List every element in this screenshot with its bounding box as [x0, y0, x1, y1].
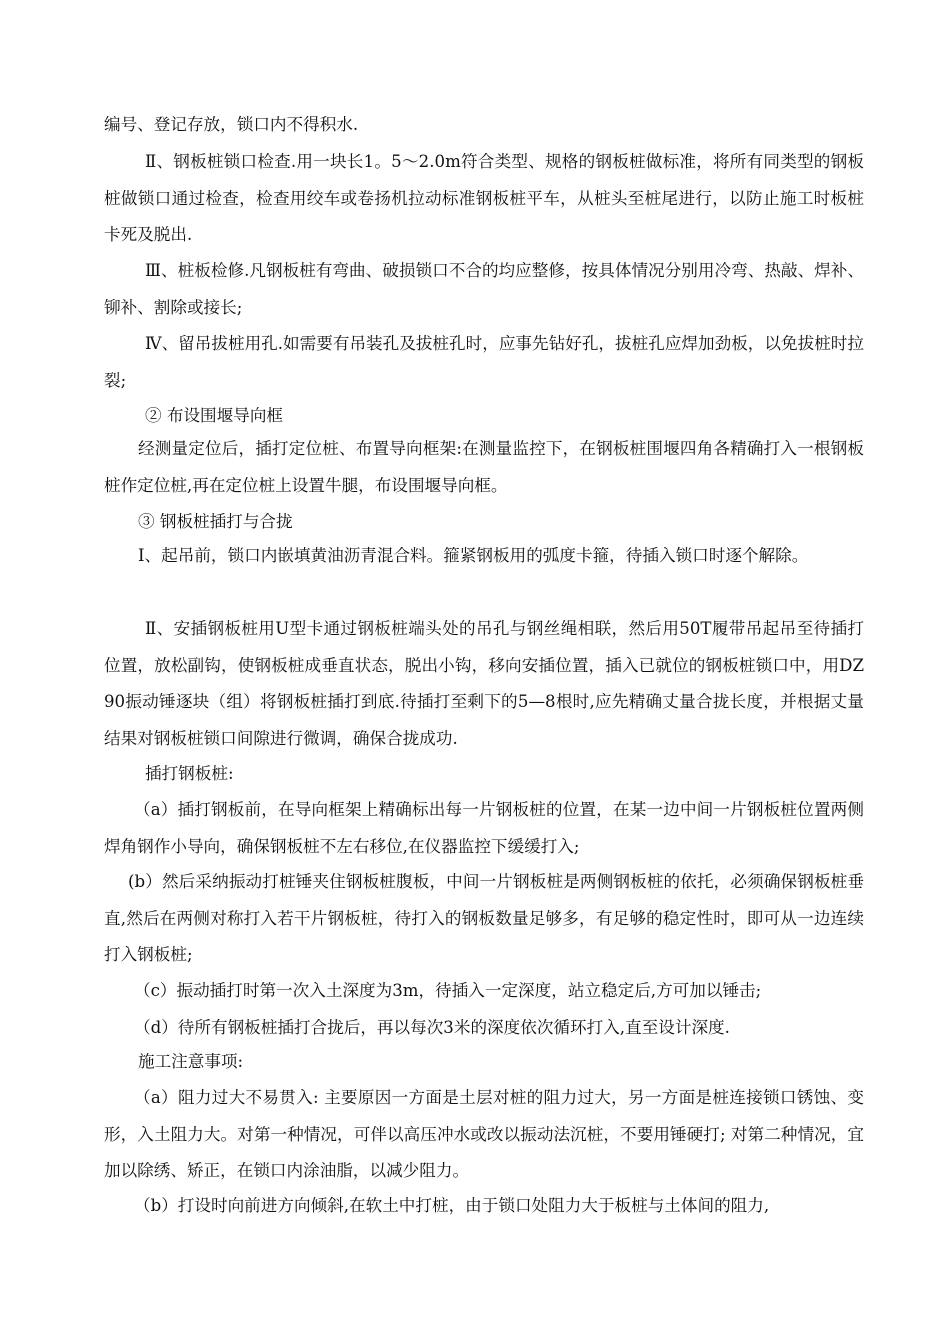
paragraph-11: （d）待所有钢板桩插打合拢后，再以每次3米的深度依次循环打入,直至设计深度. — [134, 1018, 730, 1037]
paragraph-5: 经测量定位后，插打定位桩、布置导向框架:在测量监控下，在钢板桩围堰四角各精确打入一根钢板桩作定位桩,再在定位桩上设置牛腿，布设围堰导向框。 — [104, 439, 864, 495]
subheading-precautions: 施工注意事项: — [138, 1052, 244, 1071]
paragraph-9: (b）然后采纳振动打桩锤夹住钢板桩腹板，中间一片钢板桩是两侧钢板桩的依托，必须确保钢板桩垂直,然后在两侧对称打入若干片钢板桩，待打入的钢板数量足够多，有足够的稳定性时，即可从一边连续打入钢板桩; — [104, 872, 864, 964]
paragraph-7: Ⅱ、安插钢板桩用U型卡通过钢板桩端头处的吊孔与钢丝绳相联，然后用50T履带吊起吊至待插打位置，放松副钩，使钢板桩成垂直状态，脱出小钩，移向安插位置，插入已就位的钢板桩锁口中，用DZ90振动锤逐块（组）将钢板桩插打到底.待插打至剩下的5—8根时,应先精确丈量合拢长度，并根据丈量结果对钢板桩锁口间隙进行微调，确保合拢成功. — [104, 619, 864, 748]
section-heading-2: ② 布设围堰导向框 — [145, 406, 284, 425]
paragraph-3: Ⅲ、桩板检修.凡钢板桩有弯曲、破损锁口不合的均应整修，按具体情况分别用冷弯、热敲、焊补、铆补、割除或接长; — [104, 261, 864, 317]
paragraph-8: （a）插打钢板前，在导向框架上精确标出每一片钢板桩的位置，在某一边中间一片钢板桩位置两侧焊角钢作小导向，确保钢板桩不左右移位,在仪器监控下缓缓打入; — [104, 800, 864, 856]
section-heading-3: ③ 钢板桩插打与合拢 — [138, 512, 293, 531]
subheading-insert-piles: 插打钢板桩: — [145, 764, 234, 783]
paragraph-1: 编号、登记存放，锁口内不得积水. — [104, 115, 359, 134]
paragraph-2: Ⅱ、钢板桩锁口检查.用一块长1。5～2.0m符合类型、规格的钢板桩做标准，将所有同类型的钢板桩做锁口通过检查，检查用绞车或卷扬机拉动标准钢板桩平车，从桩头至桩尾进行，以防止施工时板桩卡死及脱出. — [104, 152, 864, 244]
paragraph-4: Ⅳ、留吊拔桩用孔.如需要有吊装孔及拔桩孔时，应事先钻好孔，拔桩孔应焊加劲板，以免拔桩时拉裂; — [104, 334, 864, 390]
paragraph-10: （c）振动插打时第一次入土深度为3m，待插入一定深度，站立稳定后,方可加以锤击; — [134, 981, 762, 1000]
paragraph-13: （b）打设时向前进方向倾斜,在软土中打桩，由于锁口处阻力大于板桩与土体间的阻力, — [134, 1196, 770, 1215]
paragraph-12: （a）阻力过大不易贯入: 主要原因一方面是土层对桩的阻力过大，另一方面是桩连接锁口锈蚀、变形，入土阻力大。对第一种情况，可伴以高压冲水或改以振动法沉桩，不要用锤硬打; 对第二种情况，宜加以除绣、矫正，在锁口内涂油脂，以减少阻力。 — [104, 1088, 864, 1180]
paragraph-6: Ⅰ、起吊前，锁口内嵌填黄油沥青混合料。箍紧钢板用的弧度卡箍，待插入锁口时逐个解除。 — [138, 546, 809, 565]
